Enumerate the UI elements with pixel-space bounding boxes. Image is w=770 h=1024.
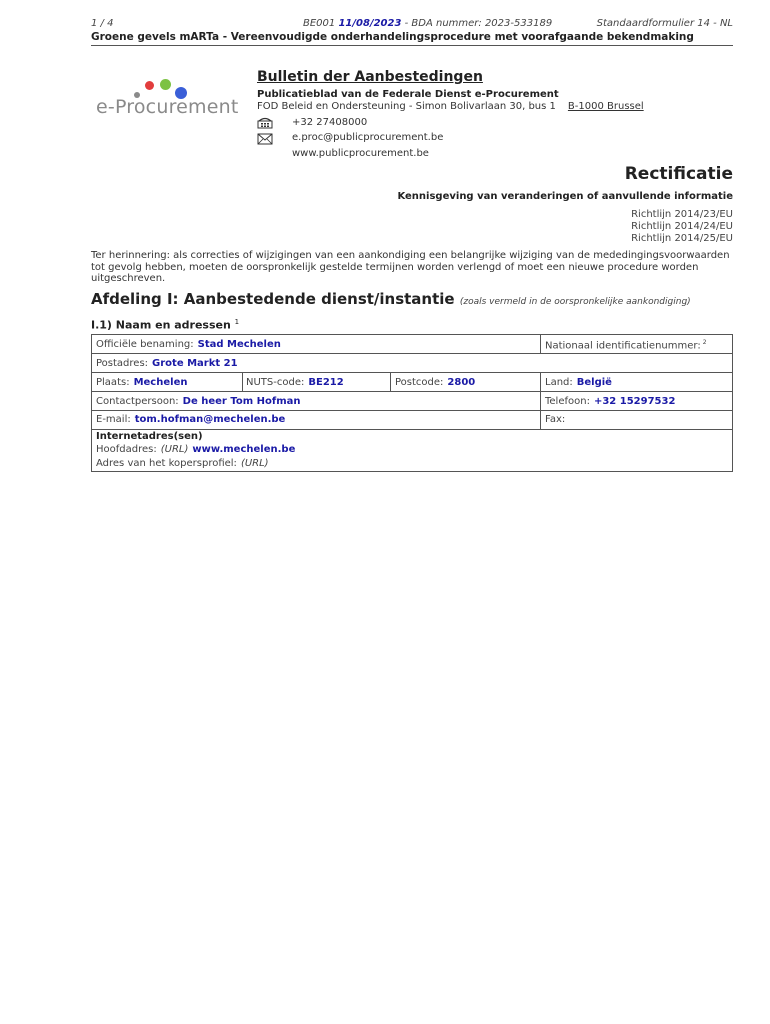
row-divider [92,353,732,354]
official-name-cell [96,339,281,350]
phone-cell [545,396,675,407]
city-cell [96,377,187,388]
buyer-profile-label: Adres van het kopersprofiel: [96,458,237,469]
subsection-footnote: 1 [234,318,240,326]
form-name: Standaardformulier 14 - NL [596,18,733,29]
contact-person-value: De heer Tom Hofman [182,396,301,407]
nuts-cell [246,377,344,388]
directive-2: Richtlijn 2014/24/EU [631,221,733,232]
city-label: Plaats: [96,377,130,388]
envelope-icon [257,133,273,145]
postcode-cell [395,377,475,388]
email-cell [96,414,285,425]
fax-label: Fax: [545,414,566,425]
phone-label: Telefoon: [545,396,590,407]
contact-person-label: Contactpersoon: [96,396,179,407]
directive-1: Richtlijn 2014/23/EU [631,209,733,220]
internet-addresses-label: Internetadres(sen) [96,431,203,442]
row-divider [92,410,732,411]
section-title-note: (zoals vermeld in de oorspronkelijke aankondiging) [459,297,691,307]
address-city: B-1000 Brussel [567,101,644,112]
notice-title: Rectificatie [624,164,733,184]
country-value: België [576,377,612,388]
contact-table [91,334,733,472]
col-divider [540,335,541,353]
subsection-title [91,318,239,332]
phone-value: +32 15297532 [593,396,676,407]
page-number: 1 / 4 [91,18,114,29]
country-cell [545,377,612,388]
postal-address-value: Grote Markt 21 [152,358,238,369]
publisher-line: Publicatieblad van de Federale Dienst e-Procurement [257,89,559,100]
row-divider [92,372,732,373]
official-name-value: Stad Mechelen [197,339,281,350]
notice-subtitle: Kennisgeving van veranderingen of aanvullende informatie [397,191,733,202]
bulletin-title: Bulletin der Aanbestedingen [257,69,483,85]
city-value: Mechelen [133,377,188,388]
col-divider [540,391,541,429]
postcode-value: 2800 [447,377,476,388]
publisher-website[interactable]: www.publicprocurement.be [292,148,429,159]
publisher-email[interactable]: e.proc@publicprocurement.be [292,132,444,143]
logo-text: e-Procurement [96,96,239,118]
buyer-url-tag: (URL) [240,458,269,469]
national-id-cell [545,339,707,351]
bda-number: - BDA nummer: 2023-533189 [404,18,553,29]
logo-dot-red [145,81,154,90]
main-url-tag: (URL) [160,444,189,455]
email-value[interactable]: tom.hofman@mechelen.be [134,414,286,425]
postcode-label: Postcode: [395,377,444,388]
contact-person-cell [96,396,300,407]
main-url-value[interactable]: www.mechelen.be [192,444,296,455]
national-id-label: Nationaal identificatienummer: [545,340,701,352]
fax-cell [545,414,565,425]
email-label: E-mail: [96,414,131,425]
subsection-title-text: I.1) Naam en adressen [91,318,231,332]
nuts-label: NUTS-code: [246,377,305,388]
row-divider [92,391,732,392]
col-divider [242,372,243,391]
publisher-address [257,101,644,112]
nuts-value: BE212 [308,377,344,388]
col-divider [390,372,391,391]
country-label: Land: [545,377,573,388]
national-id-footnote: 2 [702,339,707,346]
col-divider [540,372,541,391]
reference-prefix: BE001 [303,18,336,29]
publisher-phone: +32 27408000 [292,117,368,128]
section-title-text: Afdeling I: Aanbestedende dienst/instantie [91,290,455,308]
postal-address-label: Postadres: [96,358,149,369]
logo-dot-green [160,79,171,90]
procedure-title: Groene gevels mARTa - Vereenvoudigde onderhandelingsprocedure met voorafgaande bekendmaking [91,31,694,43]
section-title [91,290,691,308]
reminder-text: Ter herinnering: als correcties of wijzigingen van een aankondiging een belangrijke wijziging van de mededingingsvoorwaarden tot gevolg hebben, moeten de oorspronkelijk gestelde termijnen worden verlengd of moet een nieuwe procedure worden uitgeschreven. [91,250,730,284]
address-street: FOD Beleid en Ondersteuning - Simon Bolivarlaan 30, bus 1 [257,101,556,112]
buyer-profile-cell [96,458,269,469]
row-divider [92,429,732,430]
official-name-label: Officiële benaming: [96,339,194,350]
header-rule [91,45,733,46]
document-reference [303,18,552,29]
main-address-cell [96,444,295,455]
postal-address-cell [96,358,238,369]
directive-3: Richtlijn 2014/25/EU [631,233,733,244]
main-address-label: Hoofdadres: [96,444,157,455]
phone-icon [257,117,273,129]
publication-date: 11/08/2023 [338,18,402,29]
